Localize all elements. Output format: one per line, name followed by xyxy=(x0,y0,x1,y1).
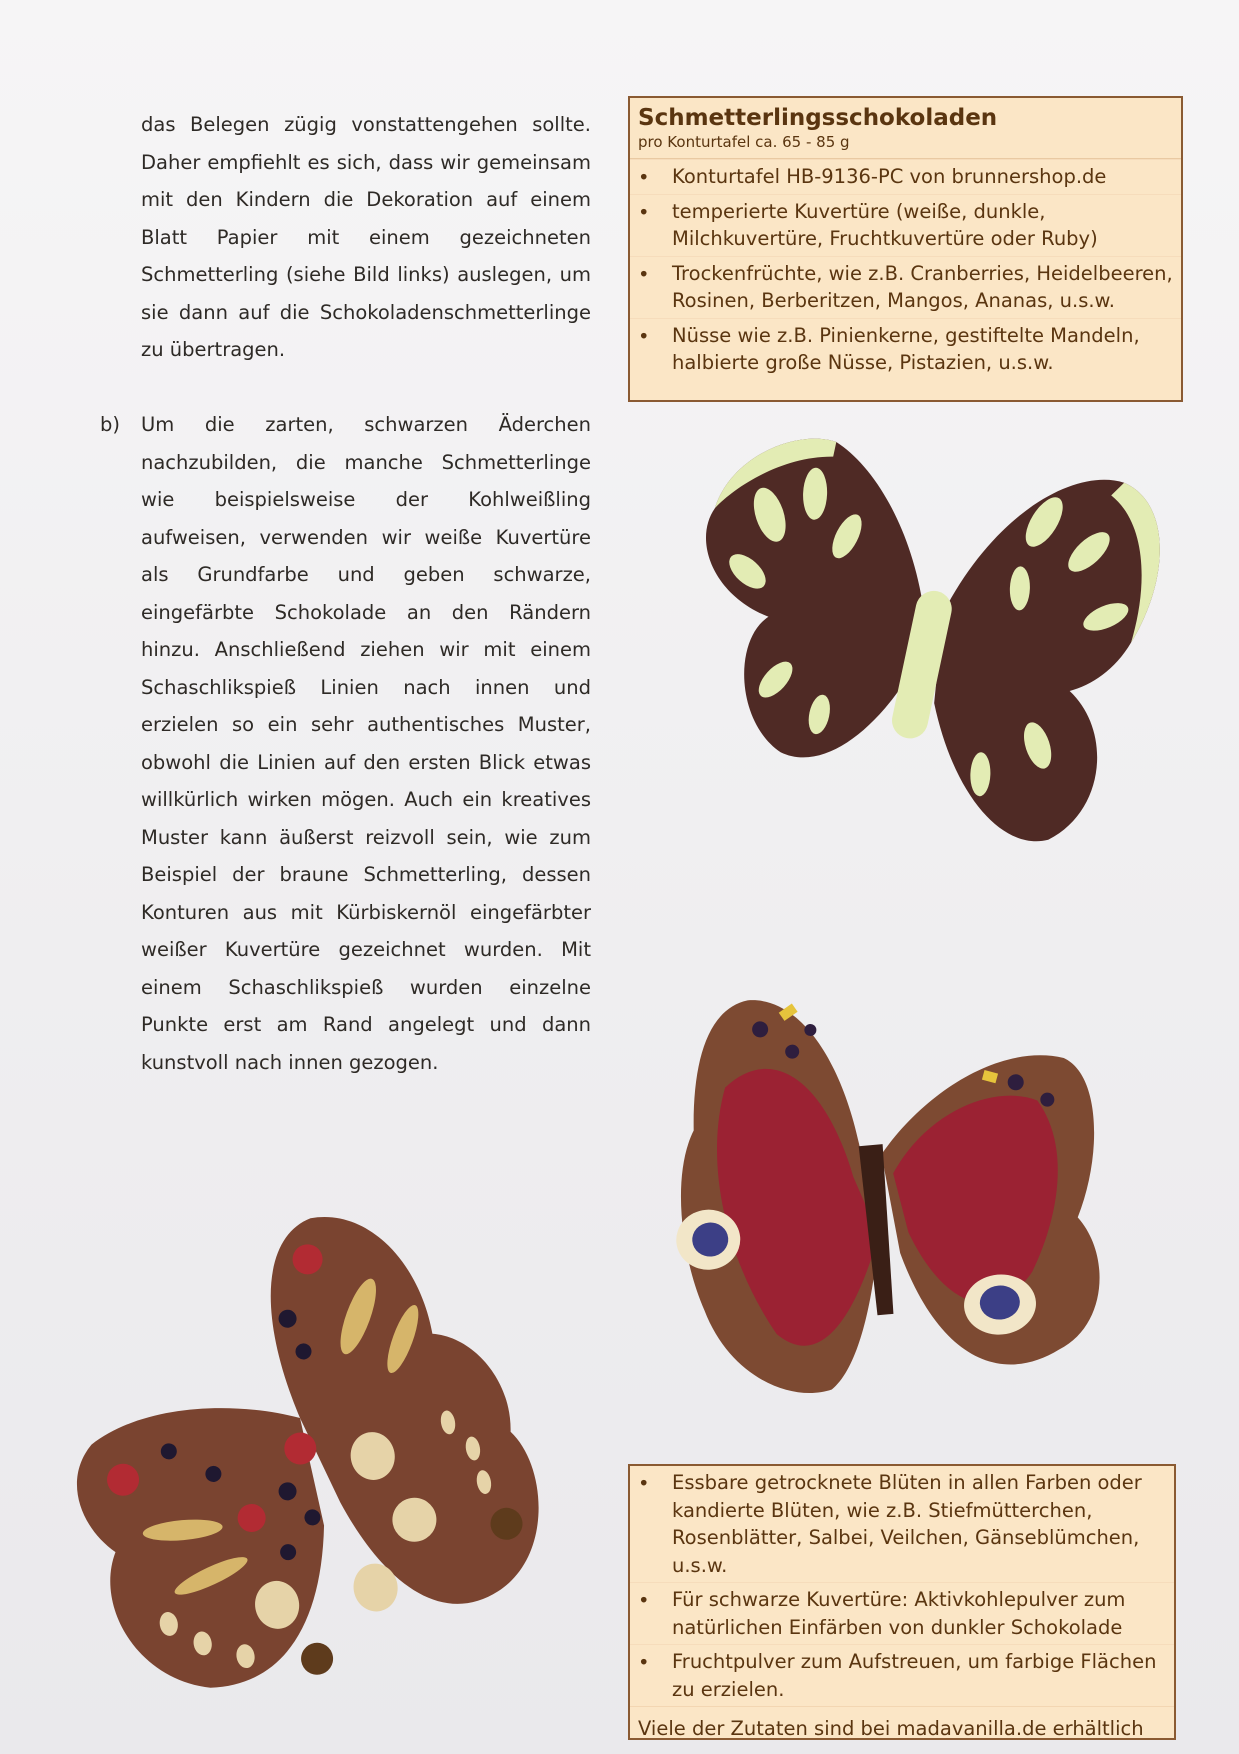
paragraph-continuation: das Belegen zügig vonstattengehen sollte. Daher empfiehlt es sich, dass wir gemeinsam mit den Kindern die Dekoration auf einem Blatt Papier mit einem gezeichneten Schmetterling (siehe Bild links) auslegen, um sie dann auf die Schokoladenschmetterlinge zu übertragen. xyxy=(141,113,591,361)
list-item: • Konturtafel HB-9136-PC von brunnershop.de xyxy=(630,159,1181,194)
bullet-icon: • xyxy=(638,324,650,348)
availability-note: Viele der Zutaten sind bei madavanilla.de erhältlich xyxy=(630,1706,1174,1751)
list-item: • Fruchtpulver zum Aufstreuen, um farbige Flächen zu erzielen. xyxy=(630,1644,1174,1706)
ingredients-list xyxy=(630,159,1181,380)
list-item: • Für schwarze Kuvertüre: Aktivkohlepulver zum natürlichen Einfärben von dunkler Schokolade xyxy=(630,1582,1174,1644)
bullet-icon: • xyxy=(638,1651,650,1674)
list-item: • temperierte Kuvertüre (weiße, dunkle, Milchkuvertüre, Fruchtkuvertüre oder Ruby) xyxy=(630,194,1181,256)
butterfly-raspberry-powder-photo xyxy=(630,960,1120,1430)
bullet-icon: • xyxy=(638,166,650,189)
additional-ingredients-box xyxy=(628,1464,1176,1740)
bullet-icon: • xyxy=(638,200,650,224)
ingredients-box-title: Schmetterlingsschokoladen xyxy=(638,105,998,131)
list-item: • Essbare getrocknete Blüten in allen Farben oder kandierte Blüten, wie z.B. Stiefmütterchen, Rosenblätter, Salbei, Veilchen, Gänseblümchen, u.s.w. xyxy=(638,1471,1142,1577)
bullet-icon: • xyxy=(638,262,650,286)
bullet-icon: • xyxy=(638,1472,650,1495)
paragraph-item-b: Um die zarten, schwarzen Äderchen nachzubilden, die manche Schmetterlinge wie beispielsweise der Kohlweißling aufweisen, verwenden wir weiße Kuvertüre als Grundfarbe und geben schwarze, eingefärbte Schokolade an den Rändern hinzu. Anschließend ziehen wir mit einem Schaschlikspieß Linien nach innen und erzielen so ein sehr authentisches Muster, obwohl die Linien auf den ersten Blick etwas willkürlich wirken mögen. Auch ein kreatives Muster kann äußerst reizvoll sein, wie zum Beispiel der braune Schmetterling, dessen Konturen aus mit Kürbiskernöl eingefärbter weißer Kuvertüre gezeichnet wurden. Mit einem Schaschlikspieß wurden einzelne Punkte erst am Rand angelegt und dann kunstvoll nach innen gezogen. xyxy=(141,413,591,1074)
list-item: • Trockenfrüchte, wie z.B. Cranberries, Heidelbeeren, Rosinen, Berberitzen, Mangos, Ananas, u.s.w. xyxy=(630,256,1181,318)
butterfly-white-dark-veins-photo xyxy=(680,415,1170,885)
ingredients-box xyxy=(628,96,1183,402)
list-item: • Nüsse wie z.B. Pinienkerne, gestiftelte Mandeln, halbierte große Nüsse, Pistazien, u.s.w. xyxy=(630,318,1181,380)
bullet-icon: • xyxy=(638,1589,650,1612)
ingredients-box-subtitle: pro Konturtafel ca. 65 - 85 g xyxy=(630,132,1181,159)
list-marker-b: b) xyxy=(100,413,120,436)
additional-ingredients-list xyxy=(630,1466,1174,1706)
butterfly-nuts-berries-photo xyxy=(55,1180,585,1700)
